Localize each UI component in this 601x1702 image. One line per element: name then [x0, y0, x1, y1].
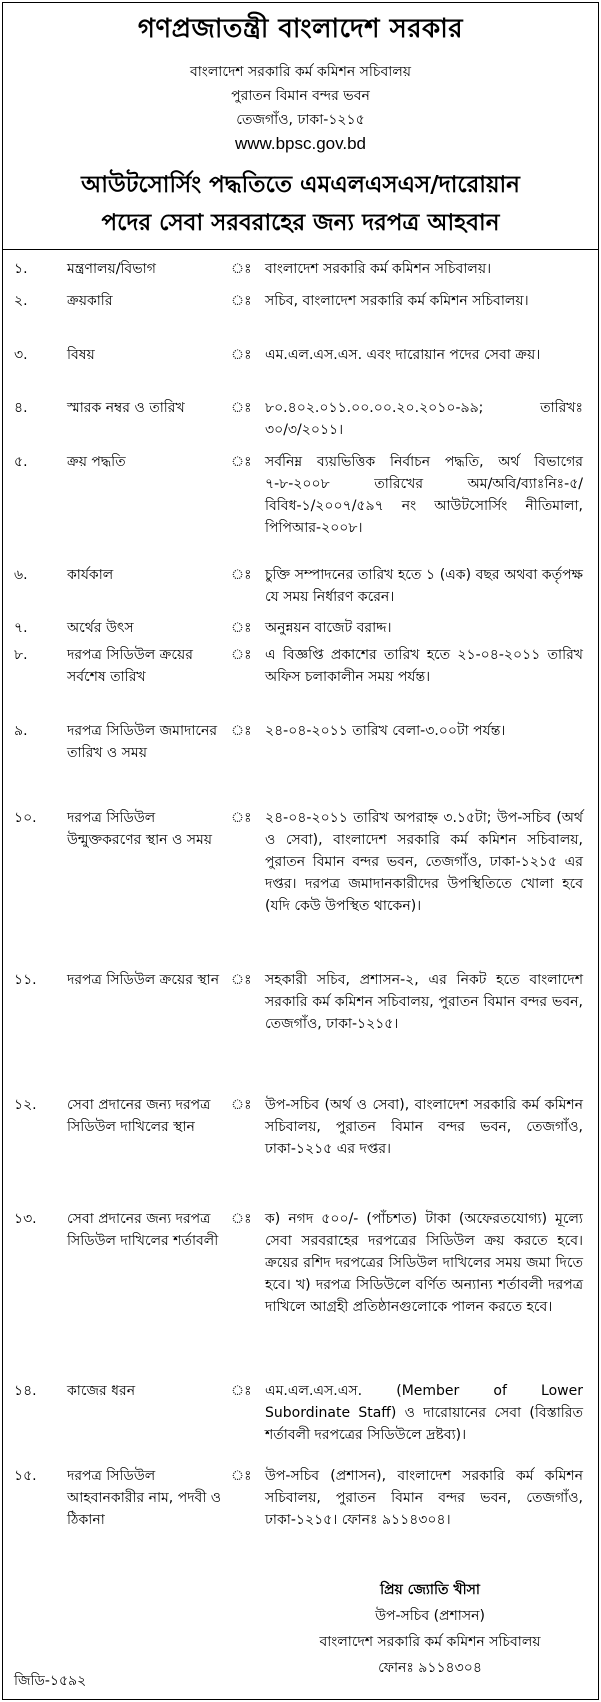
organization-name: বাংলাদেশ সরকারি কর্ম কমিশন সচিবালয় — [189, 64, 412, 80]
item-label: সেবা প্রদানের জন্য দরপত্র সিডিউল দাখিলের স্থান — [67, 1097, 211, 1135]
item-number: ২. — [14, 293, 28, 309]
item-colon: ঃ — [231, 293, 252, 309]
item-colon: ঃ — [231, 620, 252, 636]
item-colon: ঃ — [231, 261, 252, 277]
website-link[interactable]: www.bpsc.gov.bd — [234, 134, 367, 153]
item-colon: ঃ — [231, 347, 252, 363]
item-number: ১৩. — [14, 1211, 37, 1227]
item-number: ৪. — [14, 400, 28, 416]
item-colon: ঃ — [231, 723, 252, 739]
item-number: ৯. — [14, 723, 28, 739]
gd-number: জিডি-১৫৯২ — [14, 1673, 87, 1689]
item-label: দরপত্র সিডিউল ক্রয়ের সর্বশেষ তারিখ — [67, 647, 193, 685]
signatory-name: প্রিয় জ্যোতি খীসা — [380, 1582, 480, 1598]
item-colon: ঃ — [231, 647, 252, 663]
item-value: সর্বনিম্ন ব্যয়ভিত্তিক নির্বাচন পদ্ধতি, অর্থ বিভাগের ৭-৮-২০০৮ তারিখের অম/অবি/ব্যাঃনিঃ-৫/বিবিধ-১/২০০৭/৫৯৭ নং আউটসোর্সিং নীতিমালা, পিপিআর-২০০৮। — [265, 454, 583, 536]
item-label: দরপত্র সিডিউল জমাদানের তারিখ ও সময় — [67, 723, 218, 761]
item-colon: ঃ — [231, 400, 252, 416]
item-value: বাংলাদেশ সরকারি কর্ম কমিশন সচিবালয়। — [265, 261, 492, 277]
item-label: কার্যকাল — [67, 567, 114, 583]
item-value: ক) নগদ ৫০০/- (পাঁচশত) টাকা (অফেরতযোগ্য) মূল্যে সেবা সরবরাহের দরপত্রের সিডিউল ক্রয় করতে হবে। ক্রয়ের রশিদ দরপত্রের সিডিউল দাখিলের সময় জমা দিতে হবে। খ) দরপত্র সিডিউলে বর্ণিত অন্যান্য শর্তাবলী দরপত্র দাখিলে আগ্রহী প্রতিষ্ঠানগুলোকে পালন করতে হবে। — [265, 1211, 583, 1315]
item-value: ২৪-০৪-২০১১ তারিখ অপরাহ্ন ৩.১৫টা; উপ-সচিব (অর্থ ও সেবা), বাংলাদেশ সরকারি কর্ম কমিশন সচিবালয়, পুরাতন বিমান বন্দর ভবন, তেজগাঁও, ঢাকা-১২১৫ এর দপ্তর। দরপত্র জমাদানকারীদের উপস্থিতিতে খোলা হবে (যদি কেউ উপস্থিত থাকেন)। — [265, 810, 583, 914]
item-value: এ বিজ্ঞপ্তি প্রকাশের তারিখ হতে ২১-০৪-২০১১ তারিখ অফিস চলাকালীন সময় পর্যন্ত। — [265, 647, 583, 685]
item-number: ১. — [14, 261, 28, 277]
item-label: সেবা প্রদানের জন্য দরপত্র সিডিউল দাখিলের শর্তাবলী — [67, 1211, 219, 1249]
item-number: ৫. — [14, 454, 28, 470]
item-label: ক্রয় পদ্ধতি — [67, 454, 126, 470]
item-number: ৩. — [14, 347, 28, 363]
item-number: ১১. — [14, 972, 37, 988]
item-value: চুক্তি সম্পাদনের তারিখ হতে ১ (এক) বছর অথবা কর্তৃপক্ষ যে সময় নির্ধারণ করেন। — [265, 567, 583, 605]
office-address: তেজগাঁও, ঢাকা-১২১৫ — [236, 112, 365, 128]
item-label: দরপত্র সিডিউল আহবানকারীর নাম, পদবী ও ঠিকানা — [67, 1468, 222, 1528]
signatory-designation: উপ-সচিব (প্রশাসন) — [375, 1608, 485, 1624]
item-colon: ঃ — [231, 1468, 252, 1484]
item-number: ১০. — [14, 810, 37, 826]
item-value: ৮০.৪০২.০১১.০০.০০.২০.২০১০-৯৯; তারিখঃ ৩০/৩/২০১১। — [265, 400, 583, 438]
item-label: দরপত্র সিডিউল ক্রয়ের স্থান — [67, 972, 220, 988]
item-value: অনুন্নয়ন বাজেট বরাদ্দ। — [265, 620, 392, 636]
item-number: ১৪. — [14, 1383, 37, 1399]
item-value: উপ-সচিব (অর্থ ও সেবা), বাংলাদেশ সরকারি কর্ম কমিশন সচিবালয়, পুরাতন বিমান বন্দর ভবন, তেজগাঁও, ঢাকা-১২১৫ এর দপ্তর। — [265, 1097, 583, 1157]
item-value: এম.এল.এস.এস. (Member of Lower Subordinate Staff) ও দারোয়ানের সেবা (বিস্তারিত শর্তাবলী দরপত্রের সিডিউলে দ্রষ্টব্য)। — [265, 1383, 583, 1443]
item-value: এম.এল.এস.এস. এবং দারোয়ান পদের সেবা ক্রয়। — [265, 347, 541, 363]
section-divider — [2, 249, 599, 250]
item-label: ক্রয়কারি — [67, 293, 113, 309]
item-value: ২৪-০৪-২০১১ তারিখ বেলা-৩.০০টা পর্যন্ত। — [265, 723, 506, 739]
item-label: কাজের ধরন — [67, 1383, 136, 1399]
item-label: দরপত্র সিডিউল উন্মুক্তকরণের স্থান ও সময় — [67, 810, 212, 848]
item-number: ১৫. — [14, 1468, 37, 1484]
item-colon: ঃ — [231, 567, 252, 583]
item-number: ৭. — [14, 620, 28, 636]
item-value: উপ-সচিব (প্রশাসন), বাংলাদেশ সরকারি কর্ম কমিশন সচিবালয়, পুরাতন বিমান বন্দর ভবন, তেজগাঁও, ঢাকা-১২১৫। ফোনঃ ৯১১৪৩০৪। — [265, 1468, 583, 1528]
notice-title-line1: আউটসোর্সিং পদ্ধতিতে এমএলএসএস/দারোয়ান — [81, 172, 520, 198]
building-name: পুরাতন বিমান বন্দর ভবন — [231, 88, 370, 104]
item-colon: ঃ — [231, 1097, 252, 1113]
item-label: অর্থের উৎস — [67, 620, 134, 636]
signatory-organization: বাংলাদেশ সরকারি কর্ম কমিশন সচিবালয় — [319, 1634, 541, 1650]
item-colon: ঃ — [231, 1383, 252, 1399]
item-number: ৮. — [14, 647, 28, 663]
notice-title-line2: পদের সেবা সরবরাহের জন্য দরপত্র আহবান — [101, 210, 500, 236]
item-number: ৬. — [14, 567, 28, 583]
item-colon: ঃ — [231, 454, 252, 470]
signatory-phone: ফোনঃ ৯১১৪৩০৪ — [378, 1660, 482, 1676]
item-value: সহকারী সচিব, প্রশাসন-২, এর নিকট হতে বাংলাদেশ সরকারি কর্ম কমিশন সচিবালয়, পুরাতন বিমান বন্দর ভবন, তেজগাঁও, ঢাকা-১২১৫। — [265, 972, 583, 1032]
item-label: বিষয় — [67, 347, 95, 363]
item-label: মন্ত্রণালয়/বিভাগ — [67, 261, 156, 277]
item-number: ১২. — [14, 1097, 37, 1113]
item-colon: ঃ — [231, 1211, 252, 1227]
item-value: সচিব, বাংলাদেশ সরকারি কর্ম কমিশন সচিবালয়। — [265, 293, 529, 309]
item-colon: ঃ — [231, 972, 252, 988]
government-title: গণপ্রজাতন্ত্রী বাংলাদেশ সরকার — [137, 14, 464, 44]
item-label: স্মারক নম্বর ও তারিখ — [67, 400, 185, 416]
item-colon: ঃ — [231, 810, 252, 826]
